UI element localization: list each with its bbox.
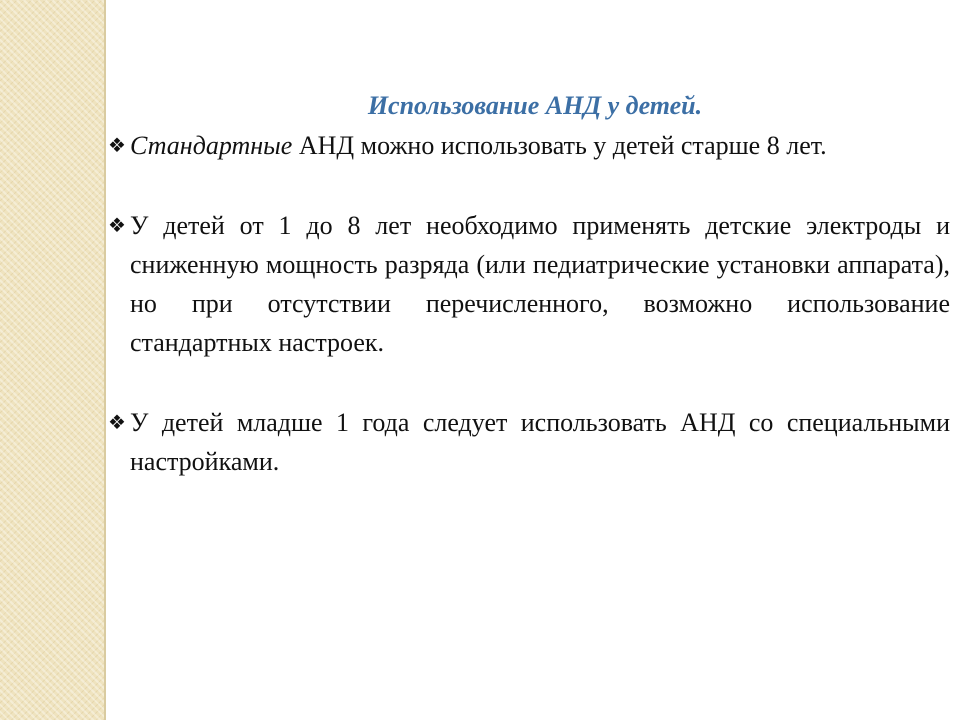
side-band-edge bbox=[104, 0, 106, 720]
diamond-bullet-icon: ❖ bbox=[108, 410, 126, 434]
bullet-item-children-1-8 bbox=[108, 206, 950, 362]
bullet-list bbox=[108, 126, 950, 481]
diamond-bullet-icon: ❖ bbox=[108, 213, 126, 237]
bullet-item-standard-aed bbox=[108, 126, 950, 165]
bullet-lead-text: Стандартные bbox=[130, 131, 293, 160]
bullet-text: У детей младше 1 года следует использовать АНД со специальными настройками. bbox=[130, 408, 950, 476]
slide-title: Использование АНД у детей. bbox=[367, 91, 703, 120]
diamond-bullet-icon: ❖ bbox=[108, 133, 126, 157]
bullet-text: АНД можно использовать у детей старше 8 лет. bbox=[292, 131, 827, 160]
bullet-item-children-under-1 bbox=[108, 403, 950, 481]
decorative-side-band bbox=[0, 0, 104, 720]
bullet-text: У детей от 1 до 8 лет необходимо применять детские электроды и сниженную мощность разряда (или педиатрические установки аппарата), но при отсутствии перечисленного, возможно использование стандартных настроек. bbox=[130, 211, 950, 357]
